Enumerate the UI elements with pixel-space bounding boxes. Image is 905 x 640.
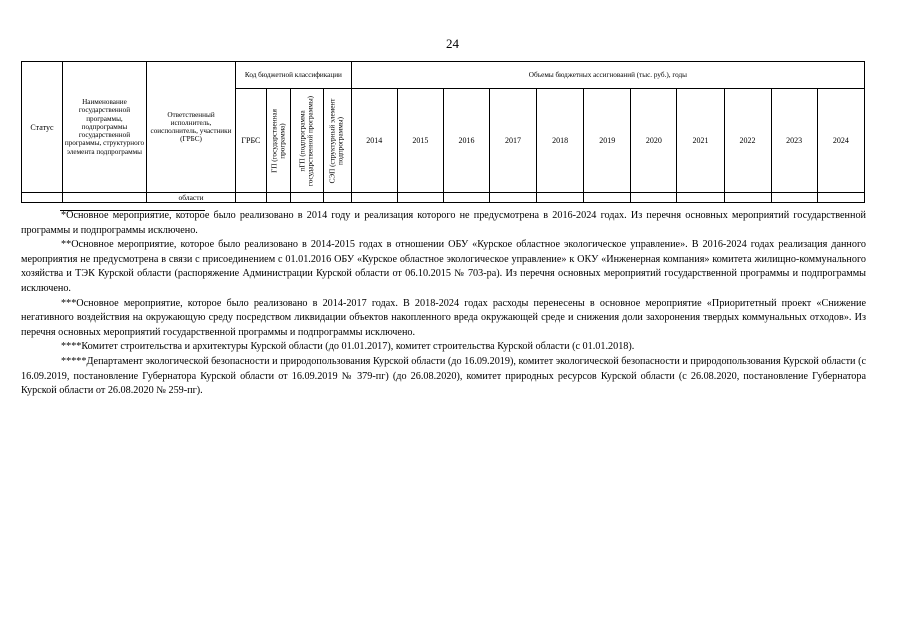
footnote-2: **Основное мероприятие, которое было реализовано в 2014-2015 годах в отношении ОБУ «Курское областное экологическое управление». В 2016-2024 годах реализация данного мероприятия не предусмотрена в связи с присоединением с 01.01.2016 ОБУ «Курское областное экологическое управление» к ОКУ «Инженерная компания» комитета жилищно-коммунального хозяйства и ТЭК Курской области (распоряжение Администрации Курской области от 06.10.2015 № 703-ра). Из перечня основных мероприятий государственной программы и подпрограммы исключено. xyxy=(21,239,866,294)
year-header: 2022 xyxy=(724,89,771,193)
pgp-header: пГП (подпрограмма государственной программы) xyxy=(298,95,315,186)
year-header: 2016 xyxy=(443,89,489,193)
footnote-4: ****Комитет строительства и архитектуры Курской области (до 01.01.2017), комитет строительства Курской области (с 01.01.2018). xyxy=(61,341,635,353)
footnotes xyxy=(21,209,866,399)
table-cell xyxy=(397,193,443,203)
year-header: 2015 xyxy=(397,89,443,193)
table-cell xyxy=(266,193,291,203)
footnote-1: *Основное мероприятие, которое было реализовано в 2014 году и реализация которого не предусмотрена в 2016-2024 годах. Из перечня основных мероприятий государственной программы и подпрограммы исключено. xyxy=(21,210,866,236)
table-cell xyxy=(351,193,397,203)
footnote-3: ***Основное мероприятие, которое было реализовано в 2014-2017 годах. В 2018-2024 годах расходы перенесены в основное мероприятие «Приоритетный проект «Снижение негативного воздействия на окружающую среду посредством ликвидации объектов накопленного вреда окружающей среде и снижения доли захоронения твердых коммунальных отходов». Из перечня основных мероприятий государственной программы и подпрограммы исключено. xyxy=(21,297,866,338)
gp-header: ГП (государственная программа) xyxy=(269,108,286,173)
table-cell xyxy=(443,193,489,203)
table-cell xyxy=(22,193,63,203)
year-header: 2020 xyxy=(631,89,677,193)
responsible-header: Ответственный исполнитель, соисполнитель, участники (ГРБС) xyxy=(146,62,235,193)
sep-header: СЭП (структурный элемент подпрограммы) xyxy=(328,98,345,183)
year-header: 2023 xyxy=(771,89,817,193)
table-row xyxy=(22,193,865,203)
table-cell xyxy=(236,193,267,203)
grbs-header: ГРБС xyxy=(236,89,267,193)
budget-table xyxy=(21,61,865,203)
table-cell-responsible: области xyxy=(146,193,235,203)
gp-header-cell xyxy=(266,89,291,193)
table-cell xyxy=(631,193,677,203)
table-cell xyxy=(291,193,324,203)
table-cell xyxy=(817,193,864,203)
page-number: 24 xyxy=(446,36,459,51)
sep-header-cell xyxy=(324,89,352,193)
year-header: 2017 xyxy=(489,89,536,193)
year-header: 2021 xyxy=(677,89,724,193)
footnote-5: *****Департамент экологической безопасности и природопользования Курской области (до 16.09.2019), комитет экологической безопасности и природопользования Курской области (с 16.09.2019, постановление Губернатора Курской области от 16.09.2019 № 379-пг) (до 26.08.2020), комитет природных ресурсов Курской области (с 26.08.2020, постановление Губернатора Курской области от 26.08.2020 № 259-пг). xyxy=(21,355,866,397)
table-cell xyxy=(771,193,817,203)
year-header: 2018 xyxy=(537,89,584,193)
bcc-header: Код бюджетной классификации xyxy=(236,62,352,89)
table-cell xyxy=(677,193,724,203)
year-header: 2019 xyxy=(584,89,631,193)
table-cell xyxy=(724,193,771,203)
table-cell xyxy=(324,193,352,203)
table-cell xyxy=(537,193,584,203)
name-header: Наименование государственной программы, подпрограммы государственной программы, структурного элемента подпрограммы xyxy=(62,62,146,193)
table-cell xyxy=(62,193,146,203)
table-cell xyxy=(584,193,631,203)
table-cell xyxy=(489,193,536,203)
status-header: Статус xyxy=(22,62,63,193)
year-header: 2014 xyxy=(351,89,397,193)
volumes-header: Объемы бюджетных ассигнований (тыс. руб.), годы xyxy=(351,62,864,89)
year-header: 2024 xyxy=(817,89,864,193)
pgp-header-cell xyxy=(291,89,324,193)
